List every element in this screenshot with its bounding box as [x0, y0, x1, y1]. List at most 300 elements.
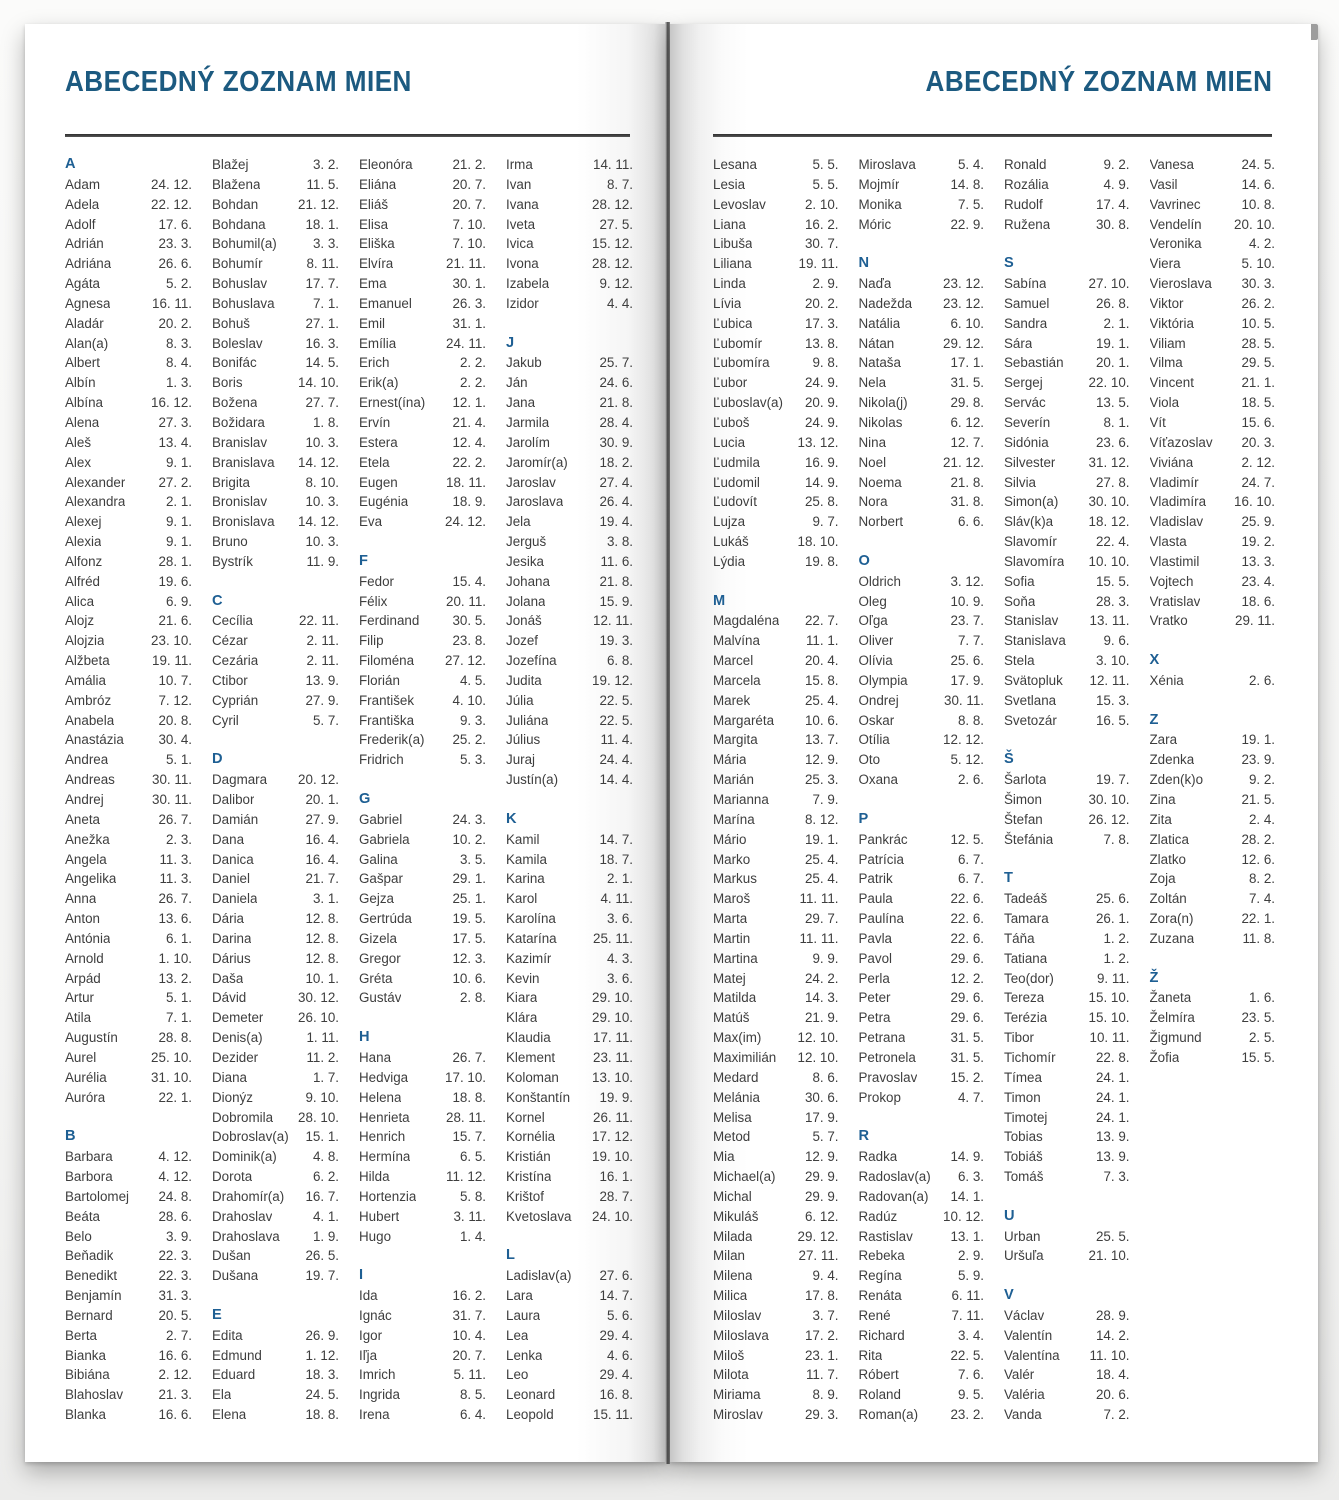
- person-name: Dionýz: [212, 1089, 253, 1105]
- name-entry-row: [859, 1306, 985, 1326]
- person-name: Oxana: [858, 772, 898, 788]
- section-letter-row: [506, 334, 633, 354]
- name-day-date: 24. 12.: [445, 514, 486, 530]
- person-name: Diana: [212, 1069, 247, 1085]
- name-day-date: 31. 12.: [1088, 454, 1130, 470]
- name-day-date: 5. 8.: [459, 1188, 486, 1204]
- name-day-date: 2. 6.: [1248, 672, 1275, 688]
- person-name: Vanesa: [1149, 157, 1194, 172]
- section-gap: [859, 234, 985, 254]
- person-name: Marek: [713, 692, 751, 708]
- person-name: Vavrinec: [1149, 196, 1201, 212]
- section-letter: H: [359, 1029, 370, 1046]
- name-day-date: 9. 5.: [957, 1387, 984, 1403]
- person-name: Augustín: [65, 1030, 118, 1046]
- name-day-date: 26. 5.: [305, 1248, 339, 1264]
- person-name: Eugen: [359, 474, 398, 490]
- person-name: Milica: [713, 1288, 748, 1304]
- name-day-date: 12. 3.: [452, 950, 486, 966]
- name-entry-row: [506, 175, 633, 195]
- name-entry-row: [506, 850, 633, 870]
- name-day-date: 29. 10.: [592, 990, 633, 1006]
- person-name: Kevin: [506, 970, 540, 986]
- person-name: Boris: [212, 375, 243, 391]
- name-day-date: 25. 3.: [804, 772, 839, 788]
- name-day-date: 30. 12.: [298, 990, 339, 1006]
- name-day-date: 28. 6.: [158, 1208, 192, 1224]
- person-name: Blažej: [212, 157, 249, 172]
- name-entry-row: [506, 294, 633, 314]
- name-entry-row: [359, 929, 486, 949]
- person-name: Peter: [858, 990, 891, 1006]
- section-gap: [1150, 631, 1276, 651]
- name-entry-row: [212, 175, 339, 195]
- person-name: Ľubor: [713, 375, 748, 391]
- name-entry-row: [65, 1326, 192, 1346]
- person-name: Kvetoslava: [506, 1208, 572, 1224]
- name-entry-row: [1004, 770, 1130, 790]
- name-day-date: 7. 10.: [452, 216, 486, 232]
- name-entry-row: [713, 1167, 839, 1187]
- name-day-date: 14. 10.: [298, 375, 339, 391]
- name-day-date: 25. 8.: [804, 494, 839, 510]
- person-name: Pavol: [858, 950, 892, 966]
- name-day-date: 19. 10.: [592, 1149, 633, 1165]
- name-entry-row: [65, 730, 192, 750]
- name-entry-row: [212, 1167, 339, 1187]
- person-name: Bibiána: [65, 1367, 110, 1383]
- name-entry-row: [1004, 473, 1130, 493]
- section-letter: E: [212, 1306, 222, 1323]
- person-name: Maroš: [713, 891, 751, 907]
- name-day-date: 30. 11.: [152, 792, 192, 807]
- name-entry-row: [859, 1048, 985, 1068]
- name-day-date: 8. 7.: [606, 176, 633, 192]
- name-day-date: 18. 3.: [305, 1367, 339, 1383]
- name-entry-row: [1004, 433, 1130, 453]
- name-day-date: 3. 1.: [312, 891, 339, 907]
- name-entry-row: [1004, 572, 1130, 592]
- name-entry-row: [1150, 770, 1276, 790]
- person-name: Fridrich: [359, 752, 404, 768]
- person-name: Nadežda: [858, 295, 913, 311]
- name-entry-row: [713, 611, 839, 631]
- person-name: Atila: [65, 1010, 92, 1026]
- name-day-date: 17. 7.: [305, 276, 339, 292]
- name-entry-row: [506, 889, 633, 909]
- name-day-date: 19. 9.: [599, 1089, 633, 1105]
- name-day-date: 4. 11.: [600, 891, 633, 907]
- person-name: Dobroslav(a): [212, 1129, 289, 1145]
- name-entry-row: [506, 1286, 633, 1306]
- name-entry-row: [1004, 611, 1130, 631]
- person-name: Timon: [1004, 1089, 1041, 1105]
- name-entry-row: [859, 155, 985, 175]
- name-entry-row: [1004, 691, 1130, 711]
- person-name: Tímea: [1004, 1069, 1042, 1085]
- name-entry-row: [713, 1286, 839, 1306]
- person-name: Denis(a): [212, 1030, 263, 1046]
- person-name: Koloman: [506, 1069, 559, 1085]
- name-day-date: 25. 6.: [950, 653, 984, 669]
- name-day-date: 29. 10.: [592, 1010, 633, 1026]
- name-day-date: 20. 12.: [298, 772, 339, 788]
- name-entry-row: [65, 532, 192, 552]
- name-day-date: 9. 3.: [459, 712, 486, 728]
- name-day-date: 6. 6.: [957, 514, 984, 530]
- name-day-date: 29. 1.: [452, 871, 486, 887]
- name-day-date: 25. 9.: [1241, 514, 1275, 530]
- person-name: Brigita: [212, 474, 250, 490]
- name-day-date: 18. 7.: [599, 851, 633, 867]
- name-entry-row: [713, 1028, 839, 1048]
- person-name: Zden(k)o: [1149, 772, 1204, 788]
- name-entry-row: [859, 671, 985, 691]
- name-day-date: 18. 11.: [446, 474, 486, 490]
- name-entry-row: [212, 492, 339, 512]
- name-day-date: 7. 3.: [1103, 1169, 1130, 1185]
- name-day-date: 10. 2.: [452, 831, 486, 847]
- person-name: Metod: [713, 1129, 751, 1145]
- person-name: Aneta: [65, 811, 100, 827]
- name-day-date: 19. 2.: [1241, 534, 1275, 550]
- name-day-date: 20. 8.: [158, 712, 192, 728]
- person-name: Patrícia: [858, 851, 904, 867]
- name-day-date: 22. 8.: [1095, 1049, 1130, 1065]
- person-name: Ronald: [1004, 157, 1047, 172]
- name-entry-row: [1004, 1028, 1130, 1048]
- name-entry-row: [506, 1147, 633, 1167]
- name-day-date: 14. 6.: [1241, 176, 1275, 192]
- name-entry-row: [1004, 1008, 1130, 1028]
- name-entry-row: [506, 1405, 633, 1425]
- person-name: Lara: [506, 1288, 533, 1304]
- name-entry-row: [713, 671, 839, 691]
- person-name: Etela: [359, 454, 390, 470]
- name-entry-row: [212, 830, 339, 850]
- name-entry-row: [1150, 611, 1276, 631]
- person-name: Estera: [359, 434, 398, 450]
- name-entry-row: [1150, 155, 1276, 175]
- person-name: Berta: [65, 1327, 98, 1343]
- name-day-date: 26. 1.: [1095, 911, 1130, 927]
- person-name: Laura: [506, 1307, 541, 1323]
- name-day-date: 8. 2.: [1248, 871, 1275, 887]
- section-letter: Ž: [1149, 969, 1159, 986]
- name-day-date: 18. 8.: [305, 1407, 339, 1423]
- name-day-date: 14. 4.: [599, 772, 633, 788]
- person-name: Nikolas: [858, 414, 903, 430]
- person-name: Félix: [359, 593, 388, 609]
- name-entry-row: [65, 651, 192, 671]
- name-entry-row: [859, 1088, 985, 1108]
- name-entry-row: [65, 473, 192, 493]
- name-day-date: 17. 2.: [804, 1327, 839, 1343]
- name-entry-row: [212, 1127, 339, 1147]
- person-name: Edmund: [212, 1347, 262, 1363]
- person-name: Alexander: [65, 474, 126, 490]
- person-name: Liliana: [713, 256, 752, 272]
- name-day-date: 7. 7.: [957, 633, 984, 649]
- name-entry-row: [1150, 334, 1276, 354]
- name-day-date: 1. 7.: [312, 1069, 339, 1085]
- name-entry-row: [713, 711, 839, 731]
- person-name: Stela: [1004, 653, 1035, 669]
- name-day-date: 26. 6.: [158, 256, 192, 272]
- name-entry-row: [359, 750, 486, 770]
- name-entry-row: [859, 1286, 985, 1306]
- section-letter: S: [1004, 255, 1014, 272]
- name-entry-row: [212, 234, 339, 254]
- name-entry-row: [506, 770, 633, 790]
- name-entry-row: [1150, 274, 1276, 294]
- person-name: Rebeka: [858, 1248, 905, 1264]
- name-day-date: 19. 11.: [798, 256, 839, 272]
- name-day-date: 13. 11.: [1089, 613, 1130, 629]
- name-entry-row: [859, 869, 985, 889]
- person-name: Alexandra: [65, 494, 126, 510]
- name-day-date: 8. 5.: [459, 1387, 486, 1403]
- name-entry-row: [859, 1147, 985, 1167]
- section-letter-row: [359, 1028, 486, 1048]
- name-entry-row: [65, 1365, 192, 1385]
- name-entry-row: [506, 552, 633, 572]
- name-entry-row: [1004, 592, 1130, 612]
- person-name: Radoslav(a): [858, 1169, 931, 1185]
- name-day-date: 11. 4.: [600, 732, 633, 748]
- name-entry-row: [859, 433, 985, 453]
- name-entry-row: [1150, 572, 1276, 592]
- name-day-date: 23. 9.: [1241, 752, 1275, 768]
- person-name: Eva: [359, 514, 383, 530]
- name-day-date: 3. 11.: [453, 1208, 486, 1224]
- person-name: Vladimír: [1149, 474, 1199, 490]
- name-day-date: 3. 3.: [312, 236, 339, 252]
- name-entry-row: [359, 155, 486, 175]
- name-entry-row: [1004, 1108, 1130, 1128]
- name-entry-row: [212, 552, 339, 572]
- name-day-date: 23. 4.: [1241, 573, 1275, 589]
- name-day-date: 2. 11.: [306, 653, 339, 669]
- name-day-date: 24. 5.: [305, 1387, 339, 1403]
- name-entry-row: [1004, 334, 1130, 354]
- name-entry-row: [859, 294, 985, 314]
- name-entry-row: [859, 453, 985, 473]
- person-name: Mário: [713, 831, 747, 847]
- name-day-date: 3. 6.: [606, 911, 633, 927]
- name-entry-row: [713, 1385, 839, 1405]
- person-name: Ľudovít: [713, 494, 757, 510]
- person-name: Juliána: [506, 712, 549, 728]
- name-day-date: 21. 10.: [1088, 1248, 1130, 1264]
- name-entry-row: [713, 195, 839, 215]
- person-name: Adam: [65, 176, 100, 192]
- name-day-date: 20. 2.: [804, 295, 839, 311]
- person-name: Bruno: [212, 534, 248, 550]
- name-entry-row: [1004, 393, 1130, 413]
- name-day-date: 24. 5.: [1241, 157, 1275, 172]
- person-name: Lesia: [713, 176, 746, 192]
- name-entry-row: [65, 1266, 192, 1286]
- person-name: Ctibor: [212, 672, 248, 688]
- name-entry-row: [359, 1127, 486, 1147]
- section-letter-row: [506, 810, 633, 830]
- person-name: Valentín: [1004, 1327, 1053, 1343]
- name-entry-row: [859, 651, 985, 671]
- name-entry-row: [713, 155, 839, 175]
- name-day-date: 14. 7.: [599, 1288, 633, 1304]
- name-day-date: 4. 3.: [606, 950, 633, 966]
- name-entry-row: [1004, 909, 1130, 929]
- section-letter-row: [212, 592, 339, 612]
- name-day-date: 11. 1.: [805, 633, 839, 649]
- person-name: Jerguš: [506, 534, 547, 550]
- name-day-date: 1. 3.: [165, 375, 192, 391]
- name-day-date: 10. 11.: [1089, 1030, 1130, 1046]
- section-letter: K: [506, 810, 517, 827]
- person-name: Branislav: [212, 434, 268, 450]
- name-entry-row: [65, 492, 192, 512]
- name-day-date: 20. 11.: [446, 593, 486, 609]
- section-letter-row: [1004, 869, 1130, 889]
- name-entry-row: [713, 929, 839, 949]
- name-entry-row: [65, 611, 192, 631]
- name-entry-row: [506, 1108, 633, 1128]
- person-name: Oldrich: [858, 573, 901, 589]
- section-letter-row: [1004, 750, 1130, 770]
- person-name: Henrieta: [359, 1109, 410, 1125]
- name-entry-row: [506, 1068, 633, 1088]
- person-name: Miroslava: [858, 157, 916, 172]
- name-day-date: 30. 6.: [804, 1089, 839, 1105]
- person-name: Marianna: [713, 792, 769, 807]
- name-entry-row: [713, 334, 839, 354]
- name-day-date: 5. 4.: [957, 157, 984, 172]
- name-entry-row: [859, 889, 985, 909]
- name-day-date: 14. 11.: [593, 157, 633, 172]
- name-day-date: 12. 2.: [950, 970, 984, 986]
- person-name: Vratko: [1149, 613, 1188, 629]
- name-day-date: 21. 8.: [950, 474, 984, 490]
- name-day-date: 12. 10.: [797, 1030, 839, 1046]
- person-name: Dorota: [212, 1169, 253, 1185]
- person-name: Lea: [506, 1327, 529, 1343]
- person-name: Emanuel: [359, 295, 412, 311]
- name-day-date: 3. 12.: [950, 573, 984, 589]
- name-entry-row: [1150, 988, 1276, 1008]
- person-name: Richard: [858, 1327, 905, 1343]
- section-letter-row: [1004, 1207, 1130, 1227]
- person-name: Erich: [359, 355, 390, 371]
- name-entry-row: [65, 1306, 192, 1326]
- name-entry-row: [506, 750, 633, 770]
- person-name: Viviána: [1149, 454, 1194, 470]
- person-name: Daniela: [212, 891, 258, 907]
- name-entry-row: [859, 1068, 985, 1088]
- name-day-date: 25. 11.: [593, 930, 633, 946]
- name-day-date: 6. 10.: [950, 315, 984, 331]
- name-day-date: 5. 7.: [812, 1129, 839, 1145]
- name-day-date: 19. 6.: [158, 573, 192, 589]
- name-day-date: 29. 7.: [804, 911, 839, 927]
- name-day-date: 17. 4.: [1095, 196, 1130, 212]
- name-day-date: 6. 4.: [459, 1407, 486, 1423]
- page-right: [670, 24, 1318, 1462]
- person-name: Alojzia: [65, 633, 105, 649]
- section-letter: L: [506, 1247, 515, 1264]
- name-day-date: 4. 1.: [312, 1208, 339, 1224]
- name-entry-row: [212, 1227, 339, 1247]
- person-name: Jaroslava: [506, 494, 564, 510]
- name-entry-row: [713, 810, 839, 830]
- person-name: Albín: [65, 375, 96, 391]
- name-entry-row: [506, 1167, 633, 1187]
- name-day-date: 31. 5.: [950, 1030, 984, 1046]
- name-day-date: 14. 5.: [305, 355, 339, 371]
- person-name: Elisa: [359, 216, 389, 232]
- name-entry-row: [359, 1385, 486, 1405]
- name-day-date: 13. 1.: [950, 1228, 984, 1244]
- name-day-date: 31. 5.: [950, 375, 984, 391]
- name-day-date: 4. 7.: [957, 1089, 984, 1105]
- person-name: Miroslav: [713, 1407, 763, 1423]
- person-name: Simon(a): [1004, 494, 1059, 510]
- name-entry-row: [713, 433, 839, 453]
- page-title: ABECEDNÝ ZOZNAM MIEN: [65, 66, 412, 98]
- person-name: Monika: [858, 196, 902, 212]
- person-name: Mária: [713, 752, 747, 768]
- name-entry-row: [212, 949, 339, 969]
- name-entry-row: [1150, 850, 1276, 870]
- person-name: Radka: [858, 1149, 898, 1165]
- name-day-date: 22. 5.: [950, 1347, 984, 1363]
- name-entry-row: [713, 552, 839, 572]
- name-entry-row: [212, 1266, 339, 1286]
- name-entry-row: [713, 1187, 839, 1207]
- name-entry-row: [1004, 1068, 1130, 1088]
- name-entry-row: [212, 1008, 339, 1028]
- person-name: Vasil: [1149, 176, 1178, 192]
- name-day-date: 11. 5.: [306, 176, 339, 192]
- name-entry-row: [506, 254, 633, 274]
- name-entry-row: [713, 1326, 839, 1346]
- name-entry-row: [212, 314, 339, 334]
- person-name: Hermína: [359, 1149, 411, 1165]
- person-name: Izabela: [506, 276, 550, 292]
- name-day-date: 24. 10.: [592, 1208, 633, 1224]
- name-day-date: 8. 6.: [812, 1069, 839, 1085]
- name-day-date: 22. 6.: [950, 911, 984, 927]
- person-name: Alžbeta: [65, 653, 110, 669]
- name-day-date: 19. 7.: [1095, 772, 1130, 788]
- name-day-date: 12. 12.: [943, 732, 984, 748]
- name-entry-row: [713, 1048, 839, 1068]
- person-name: Pavla: [858, 930, 892, 946]
- name-day-date: 2. 10.: [804, 196, 839, 212]
- section-gap: [212, 1286, 339, 1306]
- name-entry-row: [713, 909, 839, 929]
- name-entry-row: [212, 651, 339, 671]
- name-day-date: 27. 12.: [445, 653, 486, 669]
- person-name: Júlia: [506, 692, 534, 708]
- person-name: Agnesa: [65, 295, 111, 311]
- name-day-date: 12. 9.: [804, 1149, 839, 1165]
- name-entry-row: [1150, 453, 1276, 473]
- name-day-date: 20. 3.: [1241, 434, 1275, 450]
- person-name: Agáta: [65, 276, 100, 292]
- name-day-date: 30. 7.: [804, 236, 839, 252]
- person-name: Imrich: [359, 1367, 396, 1383]
